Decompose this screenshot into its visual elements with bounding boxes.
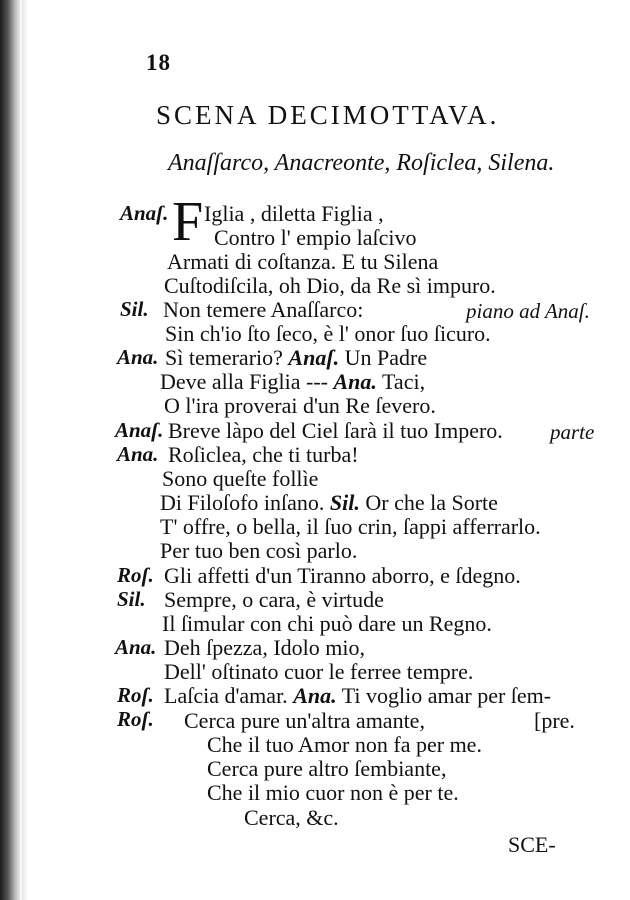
inline-speaker: Anaſ. [288,345,340,370]
text-segment: Sì temerario? [165,345,283,370]
text-line: Sin ch'io ſto ſeco, è l' onor ſuo ſicuro. [165,321,491,346]
speaker-label: Roſ. [117,563,154,587]
text-segment: Or che la Sorte [365,490,498,515]
text-line [163,298,363,322]
text-line: Contro l' empio laſcivo [214,225,417,250]
text-line: Cuſtodiſcila, oh Dio, da Re sì impuro. [164,273,496,298]
character-list: Anaſſarco, Anacreonte, Roſiclea, Silena. [168,150,555,176]
scene-title: SCENA DECIMOTTAVA. [156,100,500,130]
text-line: Che il mio cuor non è per te. [207,780,459,805]
stage-direction: piano ad Anaſ. [466,299,590,323]
text-line: Dell' oſtinato cuor le ferree tempre. [164,659,474,684]
text-line-turnover: [pre. [534,708,575,733]
text-line: Per tuo ben così parlo. [160,538,358,563]
catchword: SCE- [508,832,556,857]
inline-speaker: Sil. [329,490,360,515]
drop-capital: F [172,191,204,253]
speaker-label: Anaſ. [115,418,164,442]
text-line: Che il tuo Amor non fa per me. [207,732,482,757]
speaker-label: Roſ. [117,683,154,707]
stage-direction: parte [550,420,595,444]
page-number: 18 [146,50,171,75]
text-segment: Taci, [382,369,426,394]
text-line: T' offre, o bella, il ſuo crin, ſappi afferrarlo. [160,514,541,539]
inline-speaker: Ana. [333,369,377,394]
text-line [164,684,551,708]
text-line: Gli affetti d'un Tiranno aborro, e ſdegno. [164,563,521,588]
text-line: Cerca, &c. [244,805,339,830]
text-line: Il ſimular con chi può dare un Regno. [162,611,492,636]
page-edge-highlight [22,0,28,900]
speaker-label: Sil. [117,587,146,611]
text-line: Cerca pure altro ſembiante, [207,756,447,781]
speaker-label: Sil. [120,297,149,321]
text-segment: Di Filoſofo inſano. [160,490,325,515]
text-segment: Laſcia d'amar. [164,683,288,708]
text-segment: Non temere Anaſſarco: [163,297,364,322]
text-line: Iglia , diletta Figlia , [204,201,384,226]
speaker-label: Anaſ. [120,201,169,225]
page-binding-shadow [0,0,22,900]
speaker-label: Ana. [117,442,159,466]
text-line: O l'ira proverai d'un Re ſevero. [164,393,436,418]
text-line: Sempre, o cara, è virtude [164,587,384,612]
speaker-label: Roſ. [117,707,154,731]
speaker-label: Ana. [115,635,157,659]
text-line: Sono queſte follìe [162,466,319,491]
text-line: Cerca pure un'altra amante, [184,708,425,733]
text-line: Breve làpo del Ciel ſarà il tuo Impero. [168,418,503,443]
text-line [160,370,425,394]
text-line: Roſiclea, che ti turba! [168,442,359,467]
speaker-label: Ana. [117,345,159,369]
text-line: Deh ſpezza, Idolo mio, [164,635,365,660]
text-segment: Un Padre [344,345,428,370]
text-line: Armati di coſtanza. E tu Silena [167,249,439,274]
text-line [165,346,427,370]
text-line [160,491,498,515]
text-segment: Deve alla Figlia --- [160,369,328,394]
text-segment: Ti voglio amar per ſem- [341,683,552,708]
inline-speaker: Ana. [293,683,337,708]
